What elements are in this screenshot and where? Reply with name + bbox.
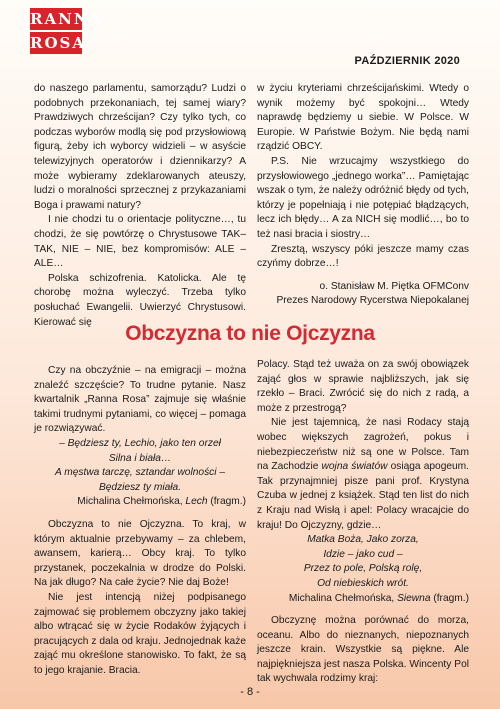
poem-line: Od niebieskich wrót. [317, 577, 409, 589]
poem-line: Przez to pole, Polską rolę, [303, 563, 423, 575]
poem-attribution: Michalina Chełmońska, Lech (fragm.) [77, 496, 246, 508]
page-number: - 8 - [240, 686, 260, 698]
logo-line-2: ROSA [30, 30, 82, 54]
poem-line: A męstwa tarczę, sztandar wolności – [54, 467, 226, 479]
issue-date: PAŹDZIERNIK 2020 [354, 55, 460, 67]
paragraph: do naszego parlamentu, samorządu? Ludzi o podobnych przekonaniach, tej samej wiary? Prawdziwych chrześcijan? Czy tylko tych, co podczas wyborów modlą się pod przysłowiową figurą, żeby ich wyborcy widzieli – w asyście telewizyjnych operatorów i dziennikarzy? A może wybieramy zdeklarowanych ateuszy, ludzi o moralności sprzecznej z przykazaniami Boga i prawami natury? [34, 83, 246, 211]
article-title: Obczyzna to nie Ojczyzna [125, 322, 375, 345]
paragraph: Obczyzna to nie Ojczyzna. To kraj, w którym aktualnie przebywamy – za chlebem, awansem, karierą… Obcy kraj. To tylko przystanek, poczekalnia w drodze do Polski. Na jak długo? Na całe życie? Nie daj Boże! [34, 518, 246, 589]
column-bottom-left [34, 364, 246, 678]
column-bottom-right [257, 358, 469, 687]
paragraph: Nie jest intencją niżej podpisanego zajmować się problemem obczyzny jako takiej albo wtrącać się w życie Rodaków żyjących i pracujących z dala od kraju. Jednojednak każe zająć mu określone stanowisko. To fakt, że są to jego krajanie. Bracia. [34, 591, 246, 676]
paragraph: Nie jest tajemnicą, że nasi Rodacy stają wobec większych zagrożeń, pokus i niebezpieczeństw niż są one w Polsce. Tam na Zachodzie wojna światów osiąga apogeum. Tak przynajmniej pisze pani prof. Krystyna Czuba w jednej z książek. Stąd ten list do nich z Kraju nad Wisłą i apel: Polacy wracajcie do kraju! Do Ojczyzny, gdzie… [257, 417, 470, 531]
poem-attribution: Michalina Chełmońska, Siewna (fragm.) [288, 592, 469, 604]
poem-line: Matka Boża, Jako zorza, [307, 534, 419, 546]
column-top-left [34, 82, 246, 330]
paragraph: I nie chodzi tu o orientacje polityczne…, tu chodzi, że się powtórzę o Chrystusowe TAK– TAK, NIE – NIE, bez kompromisów: ALE – ALE… [34, 214, 246, 270]
paragraph: Obczyznę można porównać do morza, oceanu. Albo do nieznanych, niepoznanych jeszcze krain. Wszystkie są piękne. Ale najpiękniejsza jest nasza Polska. Wincenty Pol tak wychwala rodzimy kraj: [257, 615, 469, 685]
paragraph: Polacy. Stąd też uważa on za swój obowiązek zająć głos w sprawie najbliższych, jak się rzekło – Braci. Zwrócić się do nich z radą, a może z przestrogą? [257, 359, 469, 414]
signature-name: o. Stanisław M. Piętka OFMConv [319, 280, 469, 292]
signature-title: Prezes Narodowy Rycerstwa Niepokalanej [276, 295, 469, 307]
poem-line: Idzie – jako cud – [323, 548, 403, 560]
poem-line: – Będziesz ty, Lechio, jako ten orzeł [59, 437, 221, 449]
paragraph: P.S. Nie wrzucajmy wszystkiego do przysłowiowego „jednego worka”… Pamiętając wszak o tym, że należy odróżnić błędy od tych, którzy je popełniają i nie potępiać błądzących, lecz ich błędy… A za NICH się modlić…, bo to też nasi bracia i siostry… [257, 155, 469, 240]
magazine-logo [30, 8, 104, 54]
paragraph: Czy na obczyźnie – na emigracji – można znaleźć szczęście? To trudne pytanie. Nasz kwartalnik „Ranna Rosa” zajmuje się właśnie takimi trudnymi pytaniami, co więcej – pomaga je rozwiązywać. [34, 365, 246, 435]
poem-line: Silna i biała… [108, 452, 172, 464]
paragraph: w życiu kryteriami chrześcijańskimi. Wtedy o wynik możemy być spokojni… Wtedy naprawdę będziemy u siebie. W Polsce. W Europie. W Państwie Bożym. Nie będą nami rządzić OBCY. [257, 83, 469, 153]
logo-line-1: RANNA [30, 10, 104, 28]
paragraph: Zresztą, wszyscy póki jeszcze mamy czas czyńmy dobrze…! [257, 243, 469, 270]
column-top-right [257, 82, 469, 309]
paragraph: Polska schizofrenia. Katolicka. Ale tę chorobę można wyleczyć. Trzeba tylko posłuchać Ewangelii. Uwierzyć Chrystusowi. Kierować się [34, 272, 246, 328]
poem-line: Będziesz ty miała. [98, 481, 182, 493]
